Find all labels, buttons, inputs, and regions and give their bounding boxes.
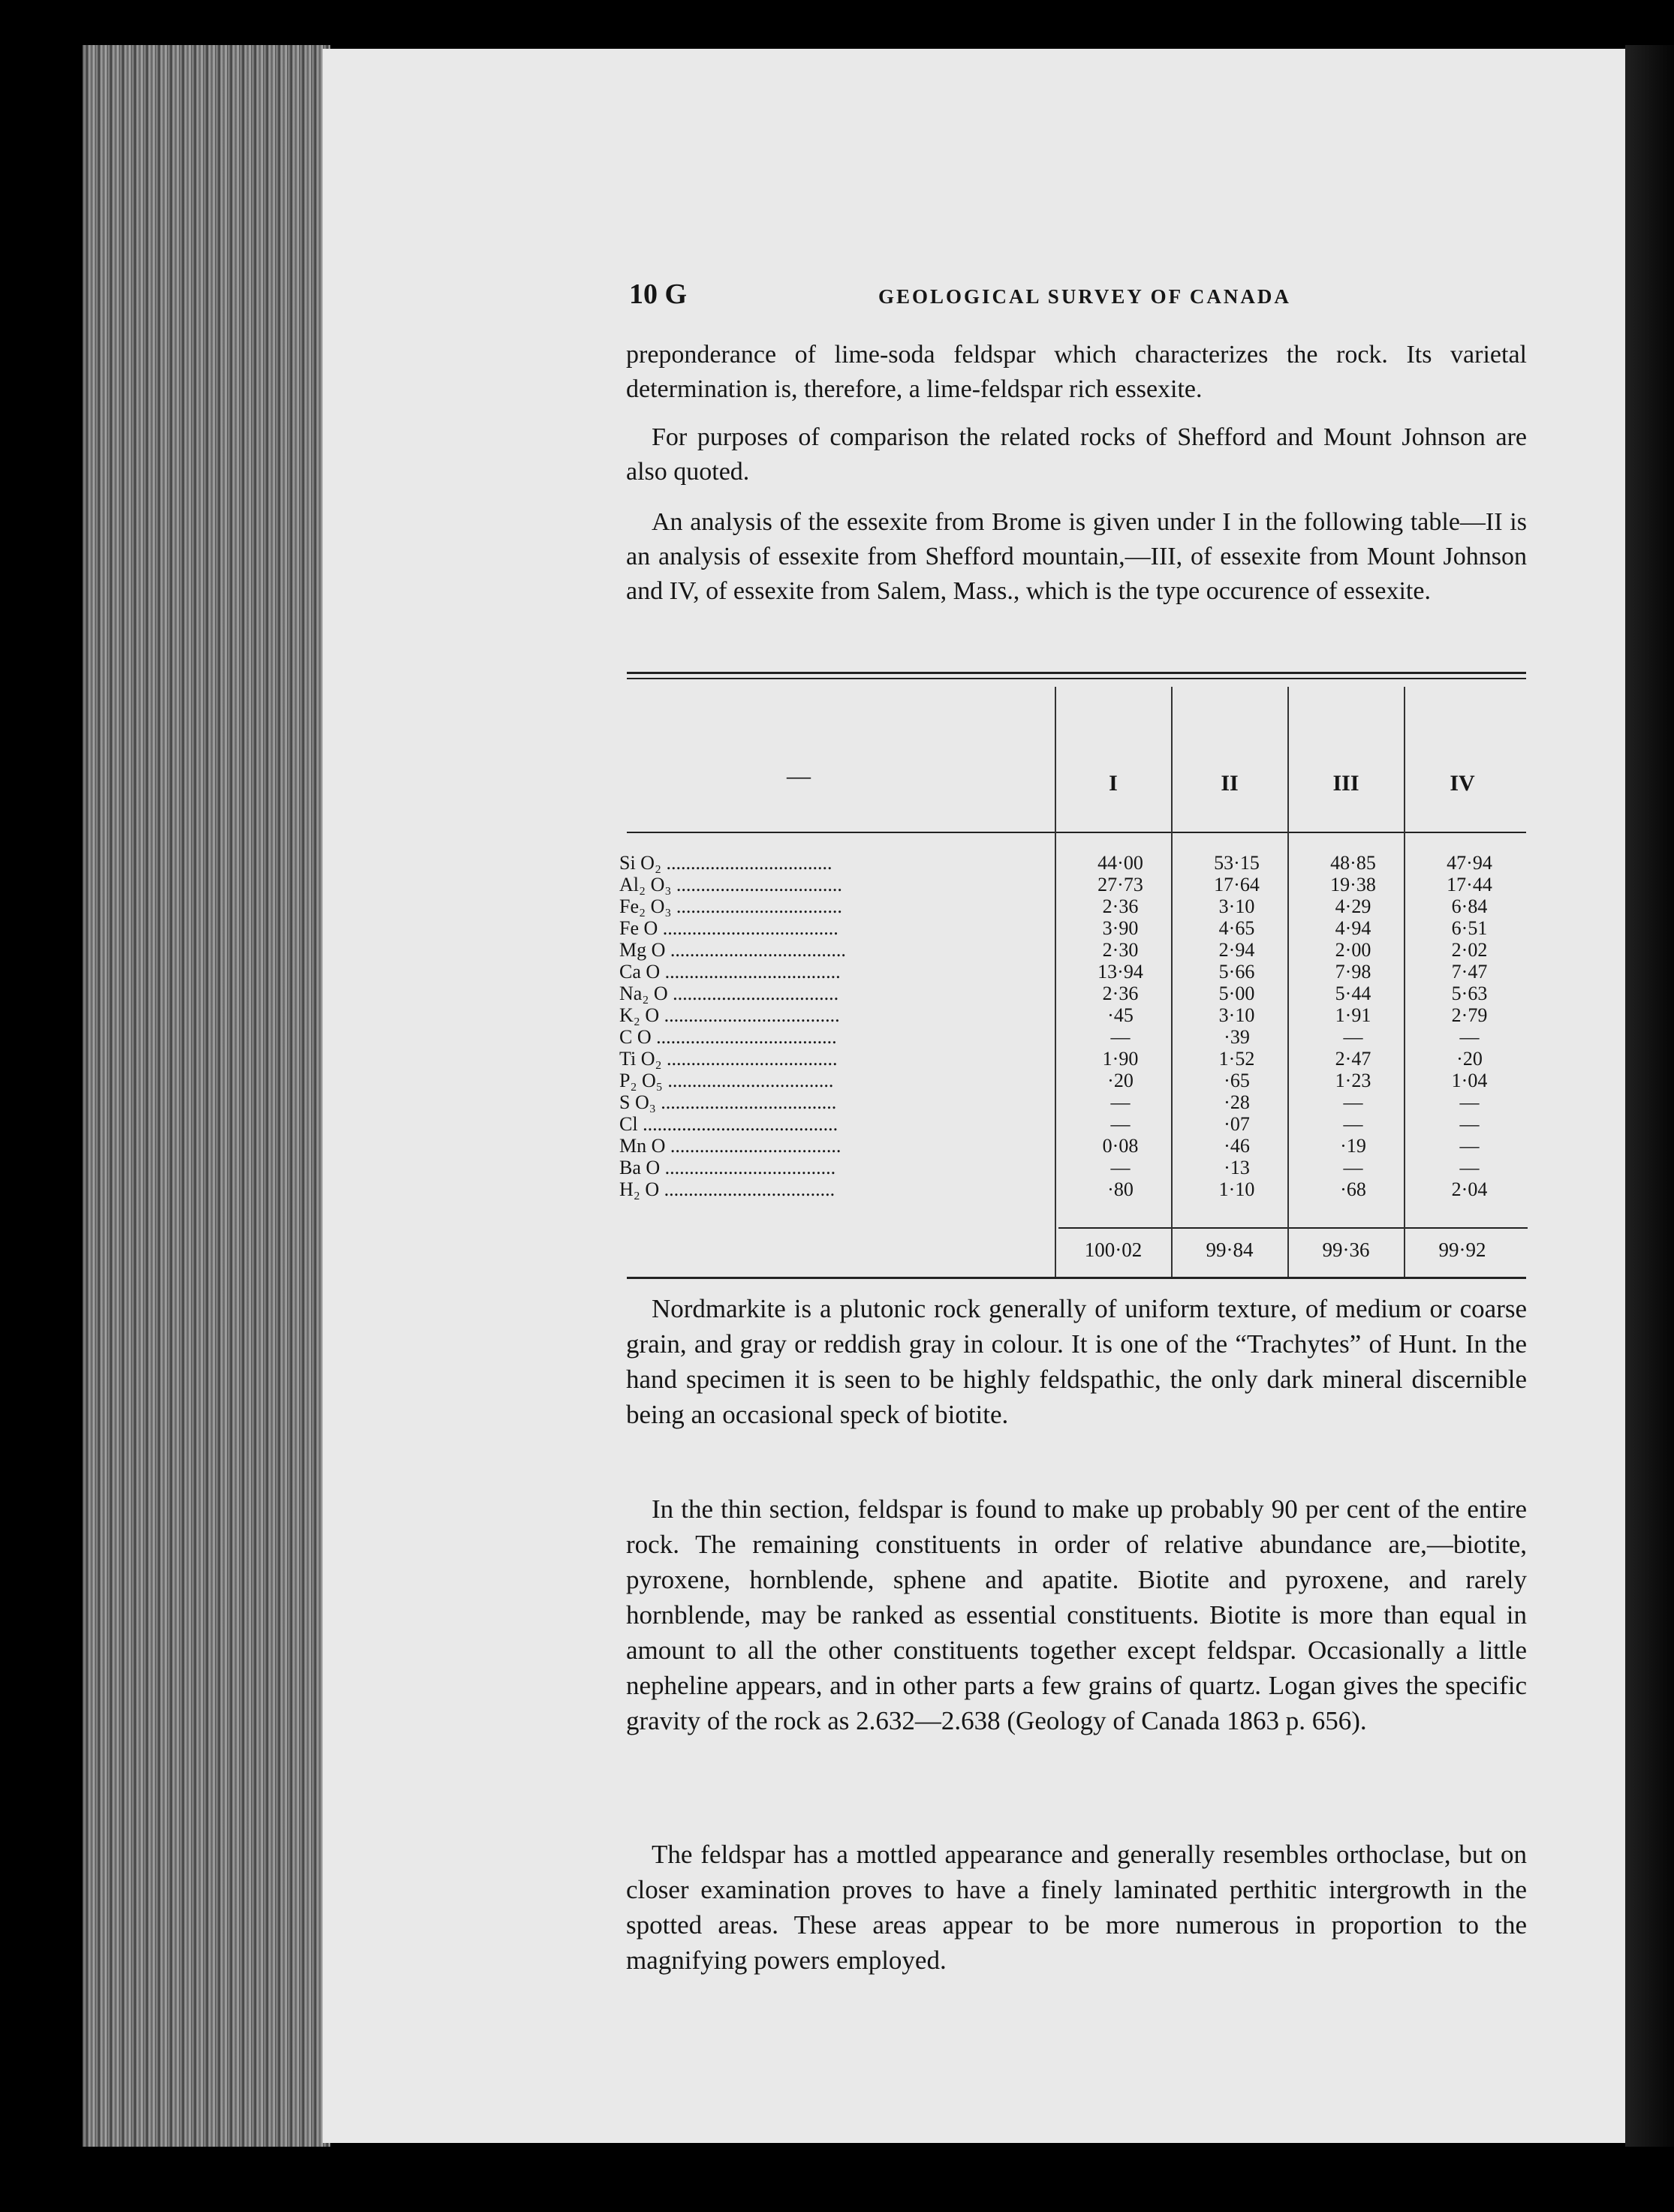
column-header-ii: II [1221, 771, 1239, 796]
table-cell: — [1459, 1157, 1480, 1178]
table-cell: 7·98 [1335, 961, 1371, 983]
table-cell: 19·38 [1330, 874, 1376, 895]
row-label: Mn O ................................... [619, 1135, 842, 1157]
table-cell: 2·79 [1451, 1004, 1488, 1026]
paragraph-1: preponderance of lime-soda feldspar which characterizes the rock. Its varietal determination is, therefore, a lime-feldspar rich essexite. [626, 341, 1527, 403]
table-cell: ·28 [1224, 1091, 1250, 1113]
row-label: P₂ O₅ .................................. [619, 1070, 834, 1091]
table-cell: — [1459, 1113, 1480, 1135]
row-label: Mg O .................................... [619, 939, 846, 961]
table-row [619, 895, 1528, 917]
table-cell: — [1459, 1026, 1480, 1048]
table-cell: 4·94 [1335, 917, 1371, 939]
table-cell: 1·23 [1335, 1070, 1371, 1091]
table-cell: 5·63 [1451, 983, 1488, 1004]
table-cell: 6·84 [1451, 895, 1488, 917]
row-label: Al₂ O₃ .................................. [619, 874, 842, 895]
column-header-iv: IV [1450, 771, 1475, 796]
row-label: C O ..................................... [619, 1026, 837, 1048]
scan-border [1625, 45, 1674, 2147]
paragraph-4: Nordmarkite is a plutonic rock generally of uniform texture, of medium or coarse grain, and gray or reddish gray in colour. It is one of the “Trachytes” of Hunt. In the hand specimen it is seen to be highly feldspathic, the only dark mineral discernible being an occasional speck of biotite. [626, 1294, 1527, 1429]
table-cell: 3·90 [1102, 917, 1139, 939]
table-cell: 1·04 [1451, 1070, 1488, 1091]
table-cell: — [1343, 1091, 1363, 1113]
table-cell: 1·90 [1102, 1048, 1139, 1070]
row-label: Na₂ O .................................. [619, 983, 839, 1004]
row-label: Ca O .................................... [619, 961, 841, 983]
table-cell: 13·94 [1097, 961, 1143, 983]
running-head: GEOLOGICAL SURVEY OF CANADA [878, 285, 1291, 308]
page-number: 10 G [629, 278, 688, 310]
row-label: Ti O₂ ................................... [619, 1048, 838, 1070]
table-top-rule-2 [627, 678, 1526, 679]
table-cell: ·46 [1224, 1135, 1250, 1157]
table-cell: 2·30 [1102, 939, 1139, 961]
table-cell: — [1343, 1026, 1363, 1048]
table-row [619, 1135, 1528, 1157]
table-cell: 47·94 [1447, 852, 1492, 874]
table-row [619, 1157, 1528, 1178]
paragraph-5: In the thin section, feldspar is found to make up probably 90 per cent of the entire rock. The remaining constituents in order of relative abundance are,—biotite, pyroxene, hornblende, sphene and apatite. Biotite and pyroxene, and rarely hornblende, may be ranked as essential constituents. Biotite is more than equal in amount to all the other constituents together except feldspar. Occasionally a little nepheline appears, and in other parts a few grains of quartz. Logan gives the specific gravity of the rock as 2.632—2.638 (Geology of Canada 1863 p. 656). [626, 1494, 1527, 1735]
table-cell: 48·85 [1330, 852, 1376, 874]
table-cell: 6·51 [1451, 917, 1488, 939]
table-cell: 1·52 [1218, 1048, 1255, 1070]
table-cell: 27·73 [1097, 874, 1143, 895]
table-cell: 4·65 [1218, 917, 1255, 939]
table-row [619, 1178, 1528, 1200]
chemical-analysis-table [619, 852, 1528, 1200]
table-cell: 3·10 [1218, 895, 1255, 917]
table-cell: — [1343, 1113, 1363, 1135]
row-label: Cl ........................................ [619, 1113, 839, 1135]
table-cell: 2·94 [1218, 939, 1255, 961]
table-row [619, 983, 1528, 1004]
table-row [619, 852, 1528, 874]
total-iv: 99·92 [1438, 1238, 1486, 1261]
table-cell: — [1459, 1091, 1480, 1113]
total-iii: 99·36 [1322, 1238, 1370, 1261]
row-label: K₂ O .................................... [619, 1004, 840, 1026]
table-cell: 17·64 [1214, 874, 1260, 895]
table-cell: — [1343, 1157, 1363, 1178]
table-row [619, 961, 1528, 983]
table-cell: 2·47 [1335, 1048, 1371, 1070]
table-cell: ·80 [1107, 1178, 1134, 1200]
table-cell: 53·15 [1214, 852, 1260, 874]
table-top-rule [627, 672, 1526, 674]
total-ii: 99·84 [1206, 1238, 1254, 1261]
table-row [619, 1091, 1528, 1113]
table-row [619, 939, 1528, 961]
table-cell: 5·00 [1218, 983, 1255, 1004]
table-cell: 17·44 [1447, 874, 1492, 895]
table-cell: 1·10 [1218, 1178, 1255, 1200]
table-corner-dash: — [787, 762, 811, 789]
page [323, 49, 1625, 2143]
paragraph-3: An analysis of the essexite from Brome is given under I in the following table—II is an analysis of essexite from Shefford mountain,—III, of essexite from Mount Johnson and IV, of essexite from Salem, Mass., which is the type occurence of essexite. [626, 508, 1527, 605]
row-label: S O₃ .................................... [619, 1091, 837, 1113]
table-cell: ·20 [1107, 1070, 1134, 1091]
table-cell: — [1110, 1157, 1131, 1178]
table-cell: ·65 [1224, 1070, 1250, 1091]
table-cell: ·39 [1224, 1026, 1250, 1048]
table-cell: 2·36 [1102, 895, 1139, 917]
row-label: H₂ O ................................... [619, 1178, 835, 1200]
row-label: Fe O .................................... [619, 917, 839, 939]
row-label: Fe₂ O₃ .................................. [619, 895, 842, 917]
table-cell: 5·44 [1335, 983, 1371, 1004]
table-cell: — [1110, 1091, 1131, 1113]
table-cell: 1·91 [1335, 1004, 1371, 1026]
table-cell: 44·00 [1097, 852, 1143, 874]
page-header [323, 278, 1625, 323]
table-cell: ·20 [1456, 1048, 1483, 1070]
table-cell: — [1110, 1113, 1131, 1135]
row-label: Si O₂ .................................. [619, 852, 832, 874]
total-i: 100·02 [1084, 1238, 1143, 1261]
table-cell: 2·04 [1451, 1178, 1488, 1200]
table-cell: ·13 [1224, 1157, 1250, 1178]
table-cell: ·19 [1340, 1135, 1366, 1157]
table-cell: ·68 [1340, 1178, 1366, 1200]
table-cell: ·07 [1224, 1113, 1250, 1135]
table-row [619, 1004, 1528, 1026]
table-row [619, 1113, 1528, 1135]
table-cell: ·45 [1107, 1004, 1134, 1026]
row-label: Ba O ................................... [619, 1157, 836, 1178]
table-row [619, 1026, 1528, 1048]
column-header-iii: III [1332, 771, 1359, 796]
table-cell: 2·00 [1335, 939, 1371, 961]
table-row [619, 874, 1528, 895]
table-cell: 4·29 [1335, 895, 1371, 917]
table-cell: 3·10 [1218, 1004, 1255, 1026]
paragraph-6: The feldspar has a mottled appearance and generally resembles orthoclase, but on closer examination proves to have a finely laminated perthitic intergrowth in the spotted areas. These areas appear to be more numerous in proportion to the magnifying powers employed. [626, 1840, 1527, 1975]
table-bottom-rule [627, 1277, 1526, 1279]
table-cell: 2·36 [1102, 983, 1139, 1004]
table-cell: — [1110, 1026, 1131, 1048]
table-cell: — [1459, 1135, 1480, 1157]
table-row [619, 1048, 1528, 1070]
book-page-edges [83, 45, 330, 2147]
table-totals-rule [1058, 1227, 1528, 1229]
table-row [619, 1070, 1528, 1091]
table-row [619, 917, 1528, 939]
paragraph-2: For purposes of comparison the related rocks of Shefford and Mount Johnson are also quoted. [626, 423, 1527, 486]
table-header-rule [627, 832, 1526, 833]
table-cell: 7·47 [1451, 961, 1488, 983]
column-header-i: I [1109, 771, 1118, 796]
table-cell: 2·02 [1451, 939, 1488, 961]
table-cell: 5·66 [1218, 961, 1255, 983]
table-cell: 0·08 [1102, 1135, 1139, 1157]
